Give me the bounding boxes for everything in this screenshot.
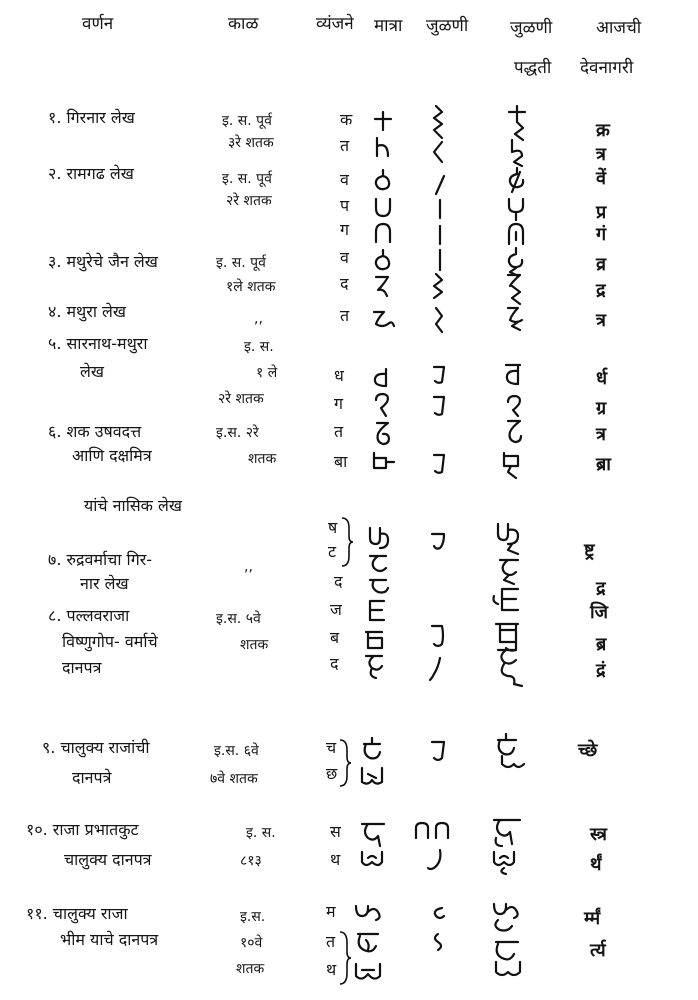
row3-modern-2: द्र: [596, 280, 606, 301]
row7-modern-1: ष्ट्र: [584, 540, 595, 561]
row9-modern-1: च्छे: [578, 740, 598, 761]
row8-matra-glyph-3: [362, 652, 390, 680]
row11-period-line2: १०वे: [240, 935, 263, 951]
row5-modern-1: र्ध: [596, 368, 608, 389]
row5-period-line3: २रे शतक: [218, 391, 264, 407]
row7-consonant-1: ष: [328, 518, 338, 537]
row8-modern-2: ब्र: [596, 634, 607, 655]
row4-period: ,,: [254, 311, 263, 327]
row6-description-line3: यांचे नासिक लेख: [84, 496, 182, 515]
row9-consonant-2: छ: [326, 764, 338, 783]
row3-modern-1: व्र: [596, 254, 607, 275]
row5-matra-glyph-2: [372, 392, 394, 418]
row6-matra-glyph-2: [370, 450, 398, 472]
row6-modern-1: त्र: [596, 424, 606, 445]
row11-consonant-1: म: [326, 902, 336, 921]
row11-modern-1: र्म्मं: [584, 908, 601, 929]
row11-method-glyph-1: [488, 900, 528, 936]
row8-consonant-1: ज: [330, 600, 342, 619]
row3-description: ३. मथुरेचे जैन लेख: [48, 252, 158, 271]
row1-period-line2: ३रे शतक: [228, 135, 274, 151]
row4-description: ४. मथुरा लेख: [48, 302, 126, 321]
row3-consonant-1: व: [340, 248, 349, 267]
row3-combination-glyph-2: [428, 272, 448, 304]
row10-modern-1: स्त्र: [590, 824, 607, 845]
row8-description-line3: दानपत्र: [62, 658, 102, 677]
row11-period-line1: इ.स.: [240, 909, 266, 925]
row6-modern-2: ब्रा: [596, 454, 611, 475]
row2-period-line1: इ. स. पूर्व: [222, 171, 272, 187]
row11-matra-glyph-3: [352, 960, 384, 984]
row2-combination-glyph-2: [434, 198, 446, 220]
row9-consonant-brace: [338, 738, 352, 788]
row8-consonant-3: द: [330, 654, 339, 673]
row11-combination-glyph-2: [428, 932, 448, 952]
row9-method-glyph-1: [490, 732, 530, 776]
row10-combination-glyph-1: [412, 820, 454, 842]
row11-consonant-3: थ: [326, 960, 337, 979]
row9-matra-glyph-2: [358, 764, 386, 788]
row5-modern-2: ग्र: [596, 398, 607, 419]
row9-description-line2: दानपत्रे: [72, 768, 112, 787]
row11-consonant-2: त: [326, 932, 336, 951]
row10-description-line1: १०. राजा प्रभातकुट: [26, 820, 139, 839]
row6-period-line2: शतक: [248, 451, 277, 467]
row4-combination-glyph-1: [430, 306, 448, 334]
row8-description-line2: विष्णुगोप- वर्माचे: [62, 632, 158, 651]
row11-matra-glyph-1: [352, 902, 386, 926]
row2-modern-1: वें: [596, 168, 607, 189]
row6-combination-glyph-1: [430, 452, 448, 476]
row10-method-glyph-1: [488, 816, 530, 850]
row11-modern-2: र्त्य: [590, 940, 606, 961]
row1-method-glyph-2: [504, 138, 530, 168]
row10-period-line1: इ. स.: [246, 825, 276, 841]
row1-matra-glyph-1: [372, 110, 394, 132]
row2-method-glyph-1: [504, 166, 530, 196]
row1-consonant-2: त: [340, 136, 350, 155]
row6-description-line1: ६. शक उषवदत्त: [48, 422, 142, 441]
row5-consonant-2: ग: [334, 394, 344, 413]
row10-combination-glyph-2: [424, 848, 446, 872]
row1-modern-1: क्र: [596, 120, 610, 141]
row2-combination-glyph-3: [434, 224, 446, 246]
row6-period-line1: इ.स. २रे: [216, 425, 259, 441]
row9-matra-glyph-1: [358, 736, 386, 762]
row7-description-line1: ७. रुद्रवर्माचा गिर-: [48, 550, 153, 569]
row5-period-line1: इ. स.: [244, 339, 274, 355]
row5-method-glyph-1: [502, 362, 528, 388]
row9-description-line1: ९. चालुक्य राजांची: [42, 738, 150, 757]
row8-method-glyph-1: [490, 586, 530, 616]
row10-consonant-1: स: [330, 822, 341, 841]
row2-consonant-3: ग: [340, 220, 350, 239]
row4-matra-glyph-1: [370, 306, 398, 330]
row8-period-line2: शतक: [240, 637, 269, 653]
header-consonants: व्यंजने: [316, 14, 354, 34]
row5-combination-glyph-2: [430, 394, 448, 418]
row9-period-line1: इ.स. ६वे: [214, 743, 259, 759]
row6-description-line2: आणि दक्षमित्र: [72, 446, 152, 465]
row8-modern-3: द्रं: [596, 660, 606, 681]
row10-modern-2: र्थं: [590, 854, 602, 875]
header-combination: जुळणी: [426, 16, 469, 36]
row2-consonant-2: प: [340, 196, 350, 215]
row9-consonant-1: च: [326, 738, 337, 757]
row1-matra-glyph-2: [372, 136, 394, 158]
row6-method-glyph-1: [502, 418, 528, 448]
row1-consonant-1: क: [340, 110, 353, 129]
row1-description: १. गिरनार लेख: [48, 108, 135, 127]
row3-combination-glyph-1: [434, 248, 446, 272]
row2-consonant-1: व: [340, 170, 349, 189]
row4-modern-1: त्र: [596, 310, 606, 331]
row2-modern-3: गं: [596, 224, 607, 245]
row8-matra-glyph-2: [362, 628, 388, 652]
row3-matra-glyph-1: [372, 248, 394, 272]
row10-consonant-2: थ: [330, 850, 341, 869]
row7-description-line2: नार लेख: [80, 574, 129, 593]
row7-method-glyph-1: [494, 520, 532, 556]
row5-combination-glyph-1: [430, 364, 448, 386]
row3-method-glyph-2: [502, 272, 530, 306]
row6-consonant-2: बा: [334, 452, 348, 471]
row11-consonant-brace: [338, 930, 352, 986]
row8-modern-1: जि: [590, 602, 609, 623]
header-today-line2: देवनागरी: [580, 58, 634, 78]
row1-combination-glyph-1: [428, 104, 448, 142]
row11-method-glyph-2: [488, 938, 530, 982]
row10-description-line2: चालुक्य दानपत्र: [64, 850, 152, 869]
row10-period-line2: ८१३: [240, 853, 262, 869]
row7-method-glyph-2: [494, 556, 530, 586]
row6-matra-glyph-1: [372, 420, 394, 450]
row2-combination-glyph-1: [432, 174, 448, 196]
row8-combination-glyph-1: [428, 622, 448, 650]
row7-matra-glyph-1: [366, 524, 394, 552]
row7-period: ,,: [244, 559, 253, 575]
row2-method-glyph-3: [504, 222, 530, 248]
row10-method-glyph-2: [488, 846, 528, 876]
row1-modern-2: त्र: [596, 144, 606, 165]
row5-description-line1: ५. सारनाथ-मथुरा: [48, 334, 148, 353]
header-method-line1: जुळणी: [510, 18, 553, 38]
row8-method-glyph-3: [492, 646, 532, 688]
header-period: काळ: [228, 14, 259, 34]
row5-method-glyph-2: [502, 394, 528, 418]
row4-method-glyph-1: [502, 302, 532, 334]
row3-consonant-2: द: [340, 274, 349, 293]
header-description: वर्णन: [82, 14, 114, 34]
row11-period-line3: शतक: [236, 961, 265, 977]
row3-matra-glyph-2: [372, 274, 394, 298]
row5-period-line2: १ ले: [256, 365, 278, 381]
row3-period-line1: इ. स. पूर्व: [216, 255, 266, 271]
row2-modern-2: प्र: [596, 202, 607, 223]
row1-combination-glyph-2: [428, 140, 448, 166]
row6-method-glyph-2: [500, 450, 530, 480]
row9-combination-glyph-1: [428, 738, 448, 764]
row2-method-glyph-2: [504, 196, 530, 222]
row5-description-line2: लेख: [80, 362, 104, 381]
row5-matra-glyph-1: [370, 366, 392, 388]
row8-consonant-2: ब: [330, 628, 340, 647]
row4-consonant-1: त: [340, 306, 350, 325]
row2-matra-glyph-1: [372, 168, 394, 192]
row9-period-line2: ७वे शतक: [210, 771, 258, 787]
row8-period-line1: इ.स. ५वे: [216, 611, 261, 627]
row5-consonant-1: ध: [334, 366, 344, 385]
header-today-line1: आजची: [596, 18, 642, 38]
row8-combination-glyph-2: [426, 656, 446, 682]
row7-modern-2: द्र: [596, 578, 606, 599]
header-method-line2: पद्धती: [514, 58, 552, 78]
row2-matra-glyph-3: [372, 222, 394, 244]
row7-matra-glyph-2: [366, 552, 392, 576]
row2-matra-glyph-2: [372, 196, 394, 218]
row3-period-line2: १ले शतक: [226, 279, 276, 295]
header-matra: मात्रा: [374, 16, 403, 36]
row8-matra-glyph-1: [362, 598, 392, 624]
row7-consonant-2: ट: [328, 542, 337, 561]
row7-combination-glyph-1: [428, 530, 448, 554]
row11-combination-glyph-1: [428, 904, 448, 924]
row7-consonant-3: द: [334, 572, 343, 591]
row1-period-line1: इ. स. पूर्व: [222, 113, 272, 129]
row11-description-line2: भीम याचे दानपत्र: [60, 930, 159, 949]
row11-description-line1: ११. चालुक्य राजा: [26, 904, 128, 923]
row2-period-line2: २रे शतक: [226, 193, 272, 209]
row11-matra-glyph-2: [352, 930, 384, 958]
row10-matra-glyph-1: [358, 820, 388, 848]
row10-matra-glyph-2: [358, 848, 388, 870]
row7-matra-glyph-3: [366, 576, 392, 596]
row8-description-line1: ८. पल्लवराजा: [48, 606, 130, 625]
row7-consonant-brace: [340, 516, 354, 568]
row2-description: २. रामगढ लेख: [48, 164, 134, 183]
row6-consonant-1: त: [334, 422, 344, 441]
